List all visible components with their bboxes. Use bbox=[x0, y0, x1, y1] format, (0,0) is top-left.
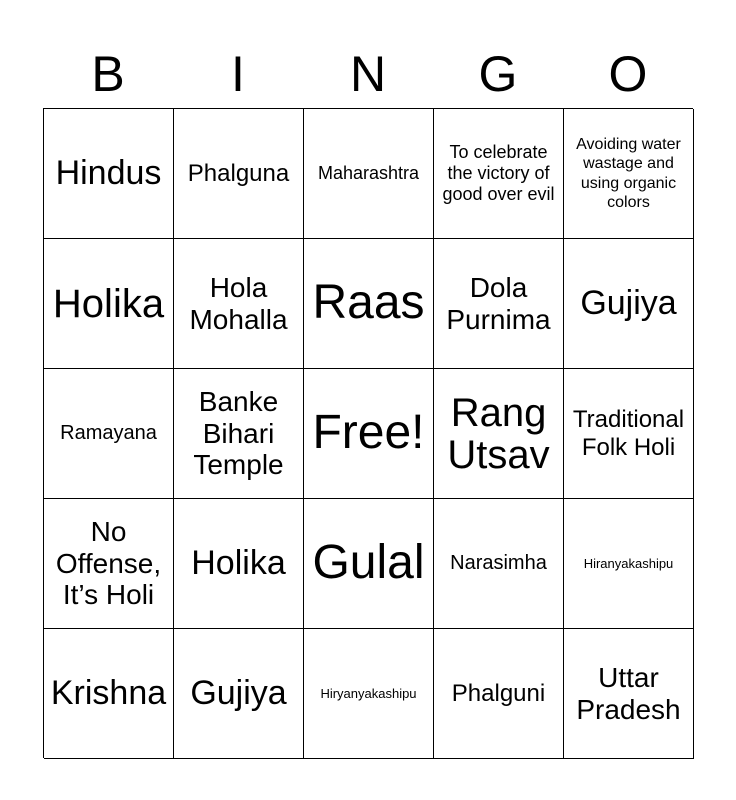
bingo-cell[interactable]: Traditional Folk Holi bbox=[564, 369, 694, 499]
bingo-cell[interactable]: Krishna bbox=[44, 629, 174, 759]
bingo-cell[interactable]: Hiranyakashipu bbox=[564, 499, 694, 629]
bingo-cell[interactable]: Hiryanyakashipu bbox=[304, 629, 434, 759]
bingo-cell[interactable]: Phalguni bbox=[434, 629, 564, 759]
bingo-cell[interactable]: Avoiding water wastage and using organic colors bbox=[564, 109, 694, 239]
header-letter-i: I bbox=[231, 46, 245, 102]
bingo-cell[interactable]: Hindus bbox=[44, 109, 174, 239]
bingo-card-grid bbox=[43, 108, 693, 758]
header-letter-n: N bbox=[349, 46, 387, 102]
bingo-cell[interactable]: Uttar Pradesh bbox=[564, 629, 694, 759]
header-letter-o: O bbox=[608, 46, 648, 102]
bingo-cell[interactable]: Phalguna bbox=[174, 109, 304, 239]
bingo-cell[interactable]: Holika bbox=[44, 239, 174, 369]
bingo-cell[interactable]: Narasimha bbox=[434, 499, 564, 629]
free-space-cell[interactable]: Free! bbox=[304, 369, 434, 499]
bingo-cell[interactable]: Gujiya bbox=[564, 239, 694, 369]
header-letter-g: G bbox=[478, 46, 518, 102]
bingo-cell[interactable]: Maharashtra bbox=[304, 109, 434, 239]
bingo-cell[interactable]: Rang Utsav bbox=[434, 369, 564, 499]
bingo-cell[interactable]: Holika bbox=[174, 499, 304, 629]
bingo-cell[interactable]: To celebrate the victory of good over evil bbox=[434, 109, 564, 239]
bingo-cell[interactable]: No Offense, It’s Holi bbox=[44, 499, 174, 629]
header-letter-b: B bbox=[91, 46, 125, 102]
bingo-cell[interactable]: Gujiya bbox=[174, 629, 304, 759]
bingo-cell[interactable]: Raas bbox=[304, 239, 434, 369]
bingo-cell[interactable]: Banke Bihari Temple bbox=[174, 369, 304, 499]
bingo-cell[interactable]: Gulal bbox=[304, 499, 434, 629]
bingo-cell[interactable]: Dola Purnima bbox=[434, 239, 564, 369]
bingo-cell[interactable]: Hola Mohalla bbox=[174, 239, 304, 369]
bingo-header bbox=[43, 40, 693, 108]
bingo-cell[interactable]: Ramayana bbox=[44, 369, 174, 499]
